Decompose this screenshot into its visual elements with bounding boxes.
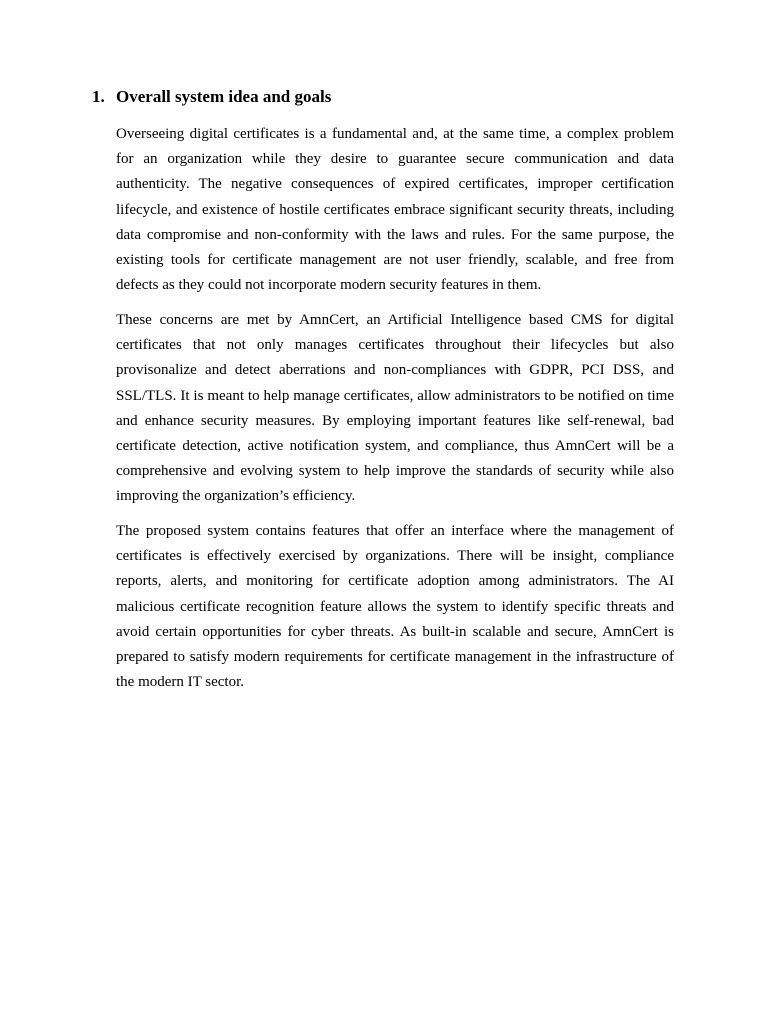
section-title: Overall system idea and goals (116, 87, 332, 106)
section-body (116, 122, 674, 695)
paragraph-proposed-system: The proposed system contains features that offer an interface where the management of certificates is effectively exercised by organizations. There will be insight, compliance reports, alerts, and monitoring for certificate adoption among administrators. The AI malicious certificate recognition feature allows the system to identify specific threats and avoid certain opportunities for cyber threats. As built-in scalable and secure, AmnCert is prepared to satisfy modern requirements for certificate management in the infrastructure of the modern IT sector. (116, 523, 674, 691)
section-heading (92, 86, 674, 108)
section-number: 1. (92, 87, 105, 106)
section-overall-system-idea (92, 86, 674, 705)
paragraph-problem-statement: Overseeing digital certificates is a fundamental and, at the same time, a complex problem for an organization while they desire to guarantee secure communication and data authenticity. The negative consequences of expired certificates, improper certification lifecycle, and existence of hostile certificates embrace significant security threats, including data compromise and non-conformity with the laws and rules. For the same purpose, the existing tools for certificate management are not user friendly, scalable, and free from defects as they could not incorporate modern security features in them. (116, 126, 674, 294)
paragraph-amncert-solution: These concerns are met by AmnCert, an Artificial Intelligence based CMS for digital certificates that not only manages certificates throughout their lifecycles but also provisonalize and detect aberrations and non-compliances with GDPR, PCI DSS, and SSL/TLS. It is meant to help manage certificates, allow administrators to be notified on time and enhance security measures. By employing important features like self-renewal, bad certificate detection, active notification system, and compliance, thus AmnCert will be a comprehensive and evolving system to help improve the standards of security while also improving the organization’s efficiency. (116, 311, 674, 505)
